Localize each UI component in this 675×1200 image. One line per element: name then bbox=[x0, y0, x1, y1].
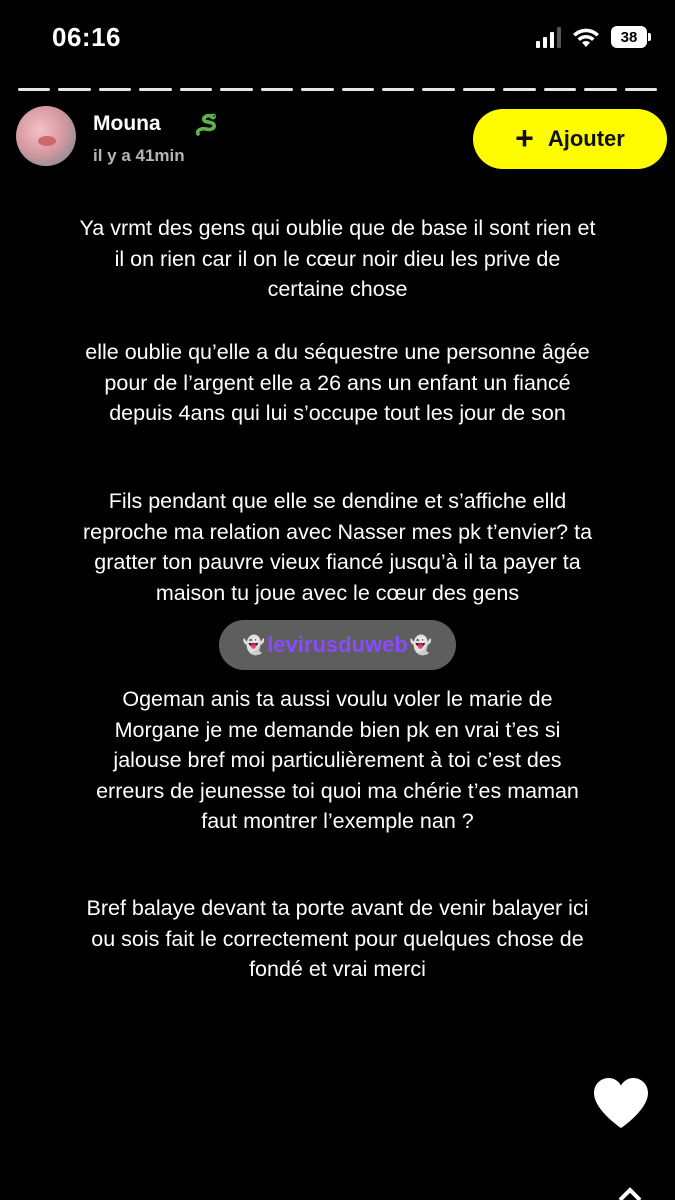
wifi-icon bbox=[571, 26, 601, 48]
story-progress bbox=[18, 88, 657, 91]
story-segment bbox=[422, 88, 454, 91]
add-friend-button[interactable] bbox=[473, 109, 667, 169]
story-segment bbox=[99, 88, 131, 91]
ghost-icon: 👻 bbox=[242, 634, 266, 655]
user-name[interactable]: Mouna bbox=[93, 112, 161, 135]
story-segment bbox=[625, 88, 657, 91]
story-segment bbox=[503, 88, 535, 91]
ghost-icon: 👻 bbox=[409, 634, 433, 655]
plus-icon: + bbox=[515, 119, 534, 156]
post-paragraph-5: Bref balaye devant ta porte avant de venir balayer ici ou sois fait le correctement pour quelques chose de fondé et vrai merci bbox=[86, 896, 589, 981]
add-button-label: Ajouter bbox=[547, 126, 625, 151]
story-segment bbox=[382, 88, 414, 91]
story-segment bbox=[18, 88, 50, 91]
post-paragraph-4: Ogeman anis ta aussi voulu voler le marie de Morgane je me demande bien pk en vrai t’es si jalouse bref moi particulièrement à toi c’est des erreurs de jeunesse toi quoi ma chérie t’es maman faut montrer l’exemple nan ? bbox=[96, 687, 579, 833]
status-time: 06:16 bbox=[52, 22, 121, 52]
story-header bbox=[16, 106, 667, 172]
story-segment bbox=[58, 88, 90, 91]
story-segment bbox=[342, 88, 374, 91]
story-segment bbox=[301, 88, 333, 91]
post-paragraph-3: Fils pendant que elle se dendine et s’affiche elld reproche ma relation avec Nasser mes pk t’envier? ta gratter ton pauvre vieux fiancé jusqu’à il ta payer ta maison tu joue avec le cœur des gens bbox=[82, 489, 593, 605]
post-paragraph-1: Ya vrmt des gens qui oublie que de base il sont rien et il on rien car il on le cœur noir dieu les prive de certaine chose bbox=[79, 216, 596, 301]
mention-tag[interactable] bbox=[219, 620, 456, 670]
snake-icon bbox=[194, 112, 220, 138]
story-segment bbox=[261, 88, 293, 91]
post-timestamp: il y a 41min bbox=[93, 146, 185, 165]
status-bar bbox=[0, 0, 675, 76]
post-paragraph-2: elle oublie qu’elle a du séquestre une personne âgée pour de l’argent elle a 26 ans un enfant un fiancé depuis 4ans qui lui s’occupe tout les jour de son bbox=[85, 340, 590, 425]
story-segment bbox=[180, 88, 212, 91]
avatar[interactable] bbox=[16, 106, 76, 166]
story-segment bbox=[544, 88, 576, 91]
story-segment bbox=[220, 88, 252, 91]
signal-icon bbox=[536, 26, 561, 48]
share-arrow-icon[interactable] bbox=[618, 1186, 642, 1200]
heart-icon[interactable] bbox=[592, 1076, 650, 1130]
mention-label: levirusduweb bbox=[267, 632, 408, 657]
story-segment bbox=[584, 88, 616, 91]
story-segment bbox=[463, 88, 495, 91]
status-icons bbox=[536, 26, 647, 48]
battery-icon: 38 bbox=[611, 26, 647, 48]
story-segment bbox=[139, 88, 171, 91]
